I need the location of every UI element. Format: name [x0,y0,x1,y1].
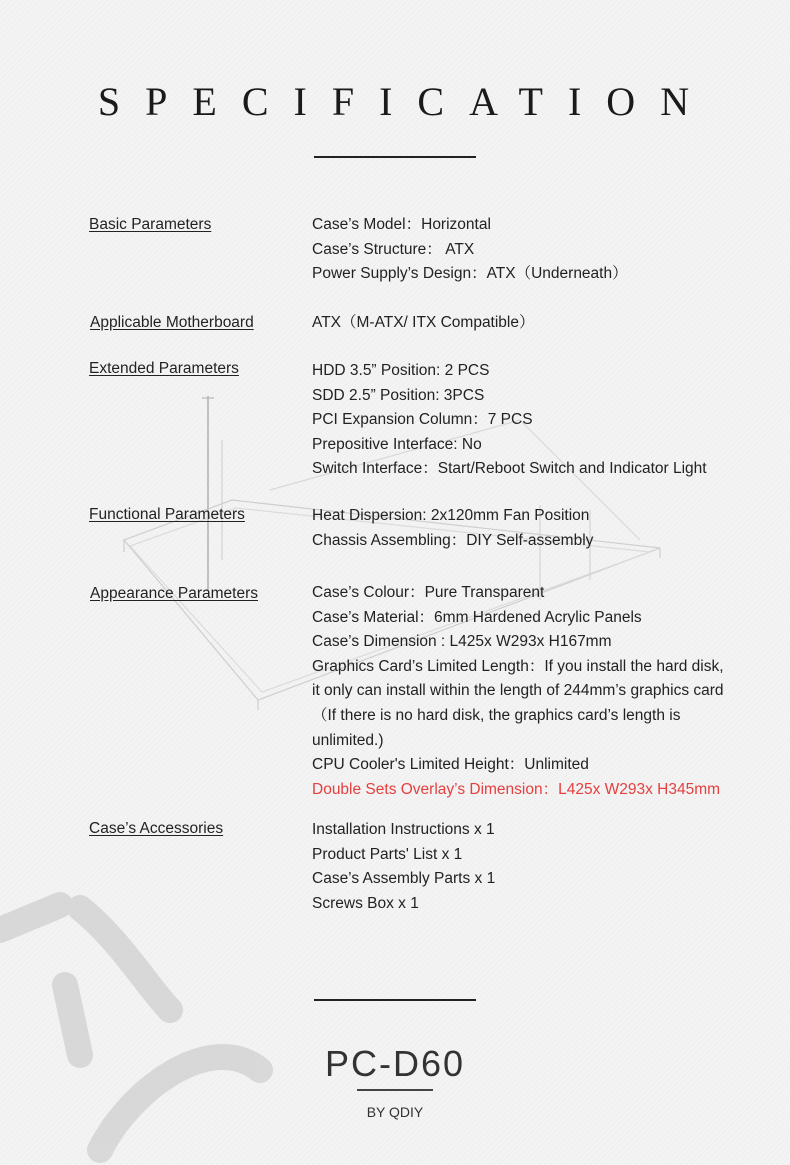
appearance-parameters-values [312,581,742,802]
spec-line: Case’s Colour：Pure Transparent [312,584,545,601]
spec-line: Chassis Assembling：DIY Self-assembly [312,531,594,549]
spec-line: PCI Expansion Column：7 PCS [312,411,533,429]
spec-line: Case’s Dimension : L425x W293x H167mm [312,633,612,651]
spec-line: Case’s Model：Horizontal [312,216,491,233]
case-accessories-heading: Case’s Accessories [89,820,224,837]
applicable-motherboard-heading: Applicable Motherboard [90,314,254,331]
applicable-motherboard-values [312,311,742,336]
footer-divider [314,999,476,1001]
functional-parameters-values [312,504,742,553]
model-name: PC-D60 [324,1043,466,1084]
extended-parameters-values [312,359,742,482]
case-accessories-values [312,818,742,916]
spec-line: HDD 3.5” Position: 2 PCS [312,362,490,379]
brand-name: BY QDIY [366,1104,424,1120]
spec-line: SDD 2.5” Position: 3PCS [312,386,485,404]
spec-line: Graphics Card’s Limited Length：If you install the hard disk, it only can install within the length of 244mm’s graphics card （If there is no hard disk, the graphics card’s length is unlimited.) [312,657,724,749]
spec-line: Product Parts' List x 1 [312,845,463,863]
spec-line: Case’s Material：6mm Hardened Acrylic Panels [312,608,642,626]
spec-line: Case’s Assembly Parts x 1 [312,870,496,888]
spec-line: CPU Cooler's Limited Height：Unlimited [312,756,589,774]
page-title: SPECIFICATION [97,79,715,124]
spec-line: Screws Box x 1 [312,894,419,912]
title-divider [314,156,476,158]
spec-line: Prepositive Interface: No [312,435,482,453]
basic-parameters-heading: Basic Parameters [89,216,212,233]
spec-line-highlight: Double Sets Overlay’s Dimension：L425x W293x H345mm [312,780,721,798]
basic-parameters-values [312,213,742,287]
spec-line: Heat Dispersion: 2x120mm Fan Position [312,507,590,524]
spec-line: Installation Instructions x 1 [312,821,495,838]
spec-line: Power Supply’s Design：ATX（Underneath） [312,265,628,283]
spec-line: Switch Interface：Start/Reboot Switch and Indicator Light [312,460,707,478]
spec-line: ATX（M-ATX/ ITX Compatible） [312,314,535,331]
model-underline [357,1089,433,1091]
functional-parameters-heading: Functional Parameters [89,506,245,523]
spec-line: Case’s Structure： ATX [312,240,475,258]
appearance-parameters-heading: Appearance Parameters [90,585,259,602]
extended-parameters-heading: Extended Parameters [89,360,239,377]
